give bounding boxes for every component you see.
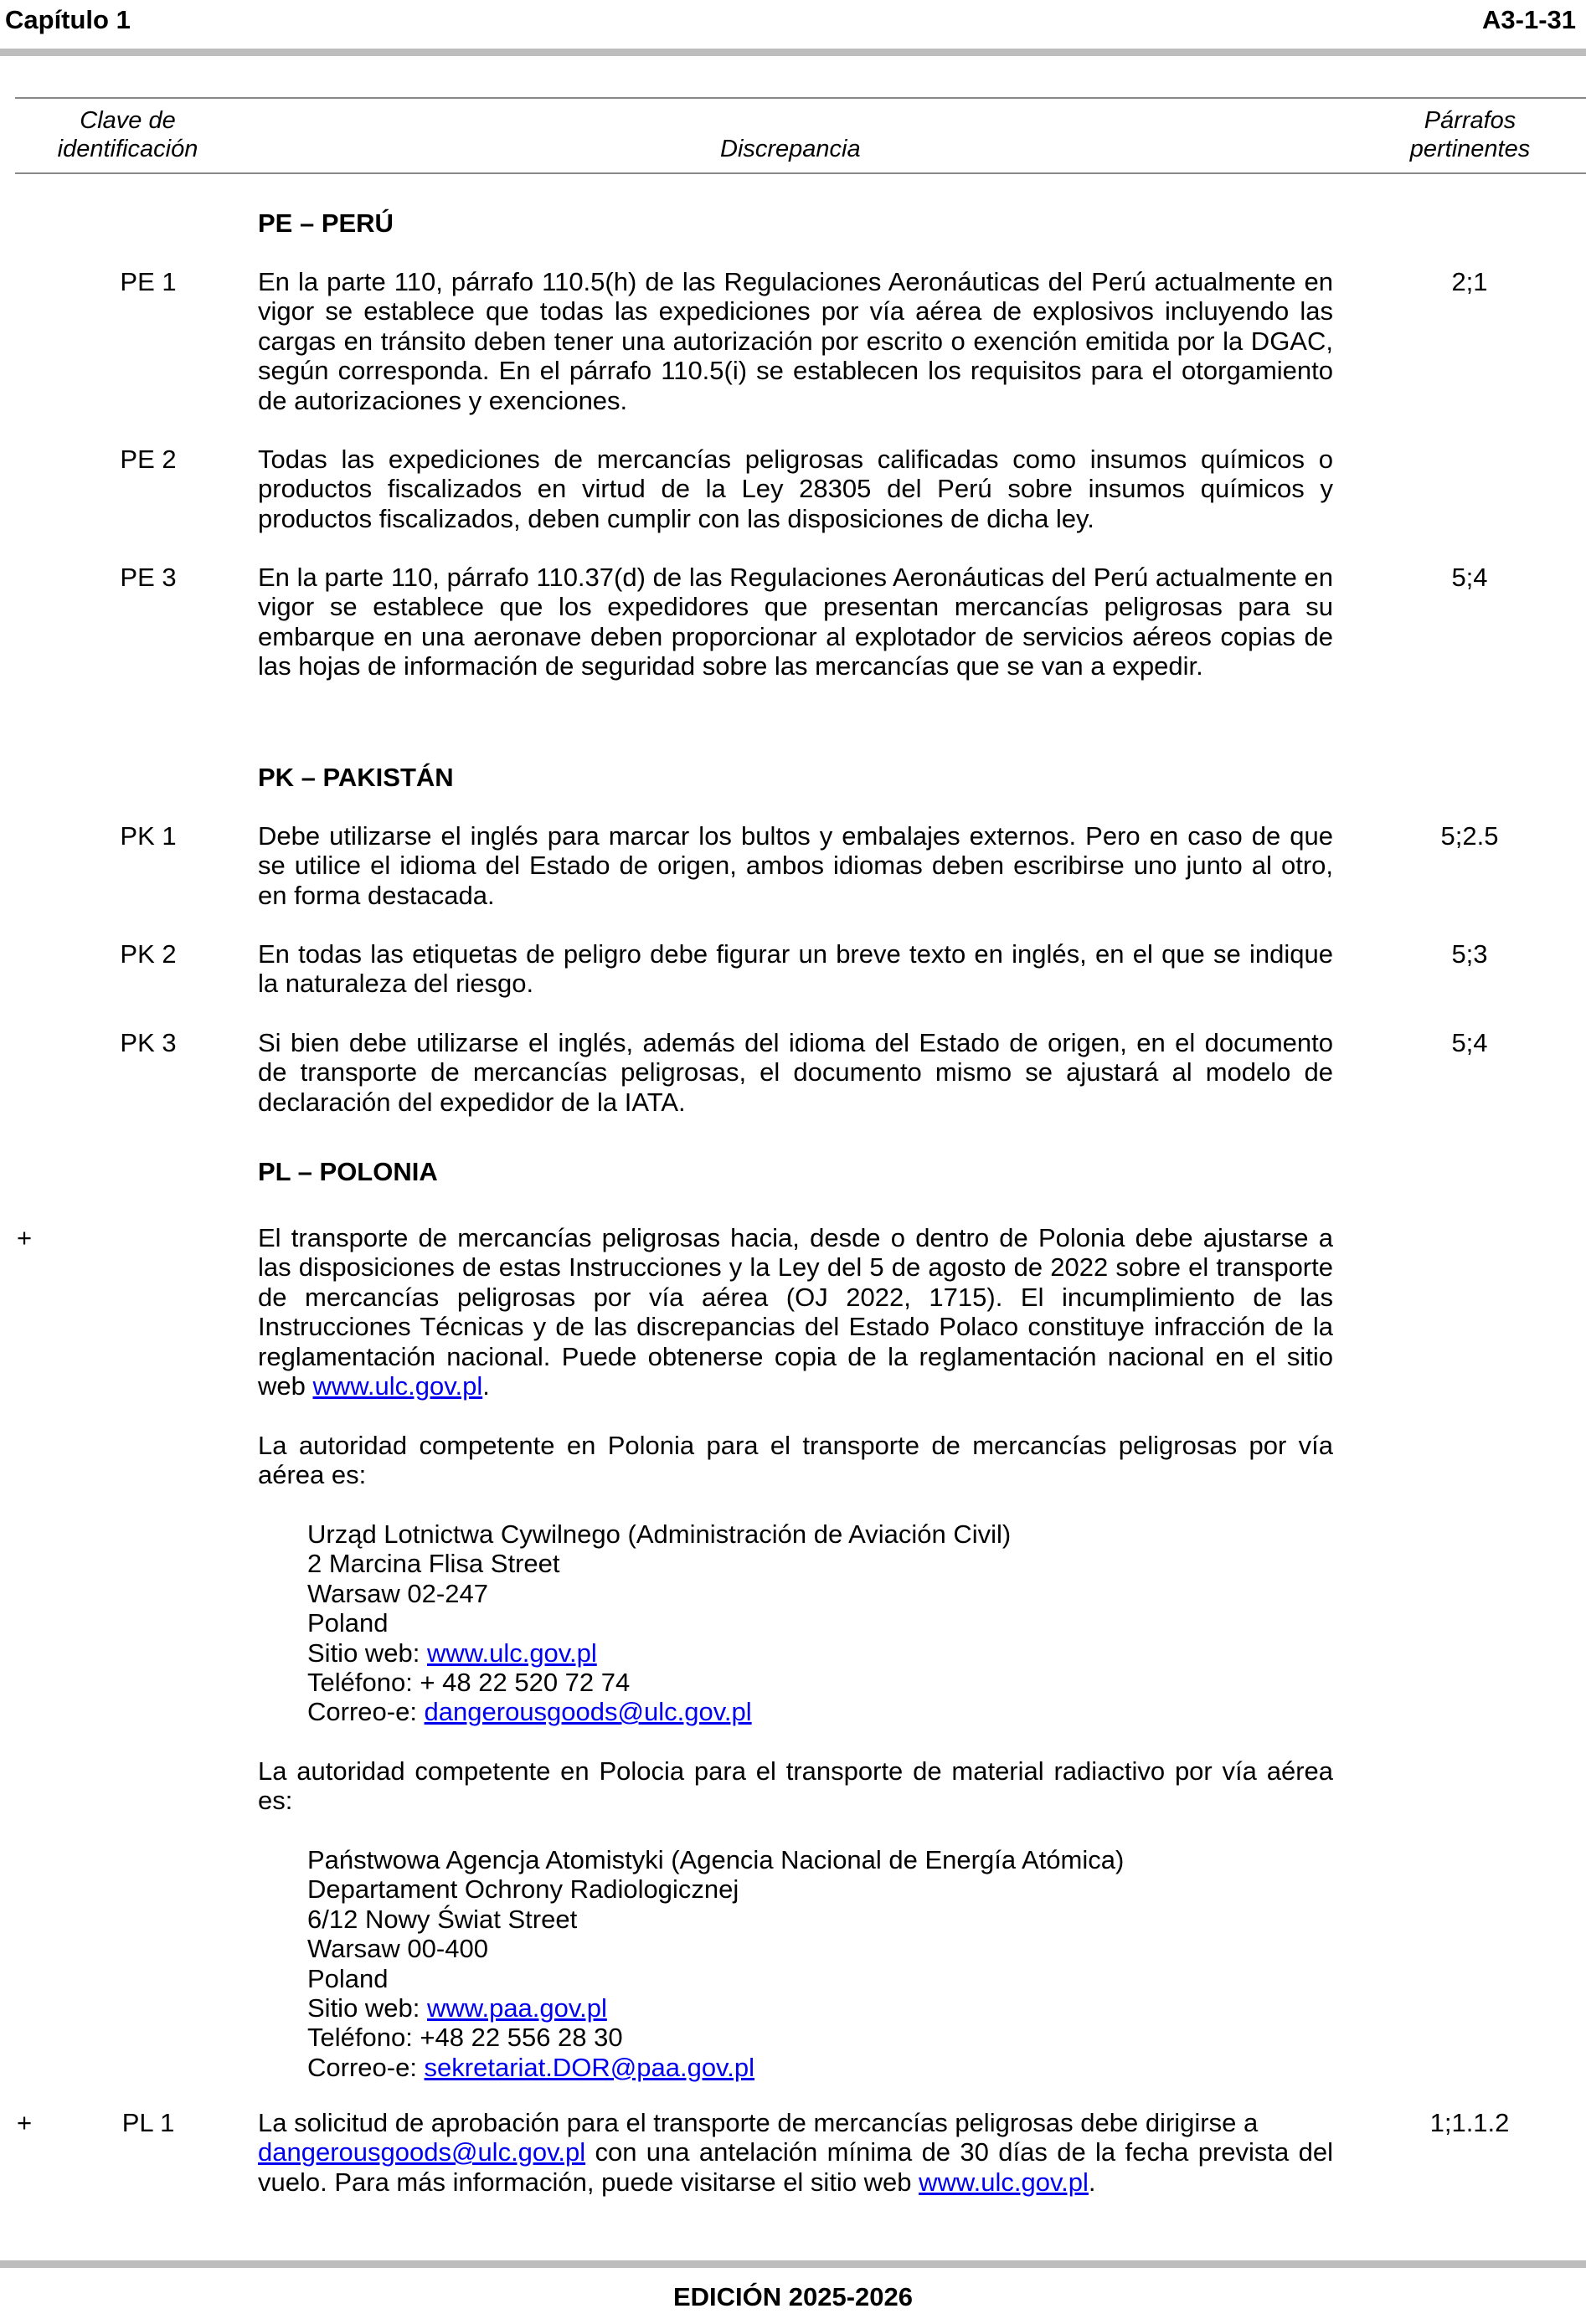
authority1-address: Urząd Lotnictwa Cywilnego (Administración de Aviación Civil) 2 Marcina Flisa Street Warsaw 02-247 Poland Sitio web: www.ulc.gov.pl Teléfono: + 48 22 520 72 74 Correo-e: dangerousgoods@ulc.gov.pl [307,1519,1012,1727]
entry-key-pk2: PK 2 [120,939,177,969]
pl-intro-website-link[interactable]: www.ulc.gov.pl [312,1371,483,1401]
authority2-email-link[interactable]: sekretariat.DOR@paa.gov.pl [424,2052,754,2082]
header-rule [0,49,1586,56]
amendment-mark: + [17,1223,33,1252]
entry-key-pk1: PK 1 [120,821,177,851]
entry-para-pe3: 5;4 [1451,563,1488,592]
entry-para-pk2: 5;3 [1451,939,1488,969]
table-header-top-rule [15,97,1586,99]
footer-rule [0,2260,1586,2268]
entry-text-pe1: En la parte 110, párrafo 110.5(h) de las Regulaciones Aeronáuticas del Perú actualmente en vigor se establece que todas las expediciones por vía aérea de explosivos incluyendo las cargas en tránsito deben tener una autorización por escrito o exención emitida por la DGAC, según corresponda. En el párrafo 110.5(i) se establecen los requisitos para el otorgamiento de autorizaciones y exenciones. [258,267,1333,415]
edition-label: EDICIÓN 2025-2026 [672,2282,914,2311]
pl-intro-text: El transporte de mercancías peligrosas hacia, desde o dentro de Polonia debe ajustarse a las disposiciones de estas Instrucciones y la Ley del 5 de agosto de 2022 sobre el transporte de mercancías peligrosas por vía aérea (OJ 2022, 1715). El incumplimiento de las Instrucciones Técnicas y de las discrepancias del Estado Polaco constituye infracción de la reglamentación nacional. Puede obtenerse copia de la reglamentación nacional en el sitio web www.ulc.gov.pl. [258,1223,1333,1401]
entry-para-pk1: 5;2.5 [1440,821,1499,851]
entry-para-pk3: 5;4 [1451,1028,1488,1057]
entry-text-pk1: Debe utilizarse el inglés para marcar los bultos y embalajes externos. Pero en caso de que se utilice el idioma del Estado de origen, ambos idiomas deben escribirse uno junto al otro, en forma destacada. [258,821,1333,910]
entry-key-pk3: PK 3 [120,1028,177,1057]
authority2-website-link[interactable]: www.paa.gov.pl [427,1993,607,2023]
entry-para-pl1: 1;1.1.2 [1429,2108,1510,2137]
entry-key-pe3: PE 3 [120,563,177,592]
pl1-website-link[interactable]: www.ulc.gov.pl [919,2167,1089,2197]
authority2-intro: La autoridad competente en Polocia para el transporte de material radiactivo por vía aérea es: [258,1756,1333,1816]
entry-key-pl1: PL 1 [121,2108,175,2137]
authority1-intro: La autoridad competente en Polonia para el transporte de mercancías peligrosas por vía aérea es: [258,1431,1333,1490]
column-header-paragraphs: Párrafos pertinentes [1409,107,1531,162]
section-title-pk: PK – PAKISTÁN [258,763,454,792]
entry-text-pk3: Si bien debe utilizarse el inglés, además del idioma del Estado de origen, en el documento de transporte de mercancías peligrosas, el documento mismo se ajustará al modelo de declaración del expedidor de la IATA. [258,1028,1333,1117]
column-header-discrepancy: Discrepancia [720,136,861,162]
authority1-website-link[interactable]: www.ulc.gov.pl [427,1638,597,1668]
authority2-address: Państwowa Agencja Atomistyki (Agencia Nacional de Energía Atómica) Departament Ochrony Radiologicznej 6/12 Nowy Świat Street Warsaw 00-400 Poland Sitio web: www.paa.gov.pl Teléfono: +48 22 556 28 30 Correo-e: sekretariat.DOR@paa.gov.pl [307,1845,1125,2082]
authority1-email-link[interactable]: dangerousgoods@ulc.gov.pl [424,1697,752,1727]
entry-text-pl1: La solicitud de aprobación para el transporte de mercancías peligrosas debe dirigirse a dangerousgoods@ulc.gov.pl con una antelación mínima de 30 días de la fecha prevista del vuelo. Para más información, puede visitarse el sitio web www.ulc.gov.pl. [258,2108,1333,2197]
pl1-email-link[interactable]: dangerousgoods@ulc.gov.pl [258,2137,586,2167]
entry-key-pe2: PE 2 [120,445,177,474]
page-number: A3-1-31 [1482,5,1576,34]
entry-text-pe3: En la parte 110, párrafo 110.37(d) de las Regulaciones Aeronáuticas del Perú actualmente en vigor se establece que los expedidores que presentan mercancías peligrosas para su embarque en una aeronave deben proporcionar al explotador de servicios aéreos copias de las hojas de información de seguridad sobre las mercancías que se van a expedir. [258,563,1333,681]
entry-para-pe1: 2;1 [1451,267,1488,296]
chapter-label: Capítulo 1 [5,5,131,34]
section-title-pe: PE – PERÚ [258,208,394,238]
section-title-pl: PL – POLONIA [258,1157,438,1186]
amendment-mark: + [17,2108,33,2137]
table-header-bottom-rule [15,172,1586,174]
entry-key-pe1: PE 1 [120,267,177,296]
column-header-key: Clave de identificación [57,107,198,162]
entry-text-pk2: En todas las etiquetas de peligro debe figurar un breve texto en inglés, en el que se indique la naturaleza del riesgo. [258,939,1333,999]
entry-text-pe2: Todas las expediciones de mercancías peligrosas calificadas como insumos químicos o productos fiscalizados en virtud de la Ley 28305 del Perú sobre insumos químicos y productos fiscalizados, deben cumplir con las disposiciones de dicha ley. [258,445,1333,533]
